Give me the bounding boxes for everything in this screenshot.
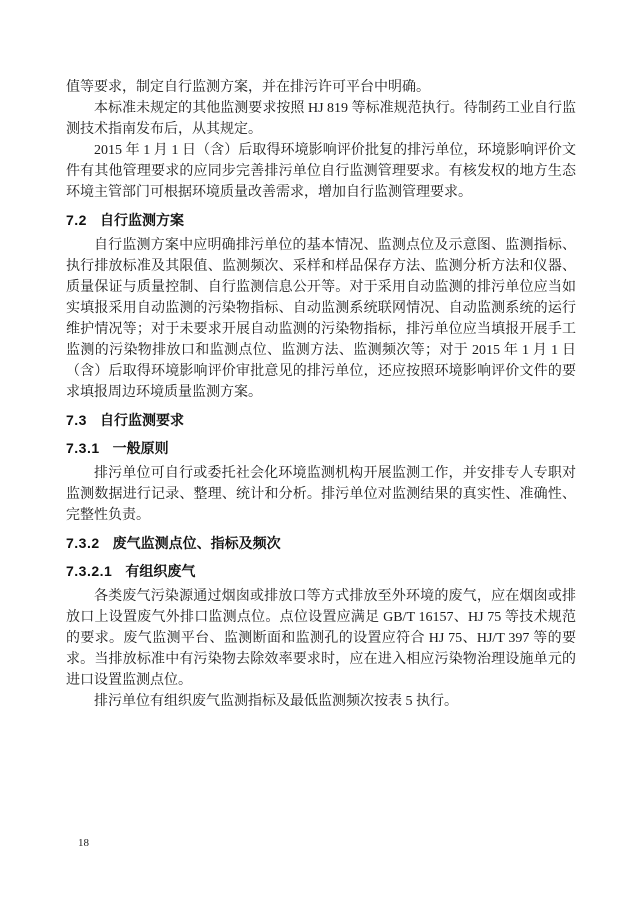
page-content [66, 77, 576, 712]
section-heading-7-3-2-1 [66, 561, 576, 582]
section-heading-7-3-1 [66, 438, 576, 459]
section-number-7-2: 7.2 [66, 212, 87, 228]
section-heading-7-2 [66, 210, 576, 231]
section-heading-7-3-2 [66, 533, 576, 554]
paragraph-7-2-body: 自行监测方案中应明确排污单位的基本情况、监测点位及示意图、监测指标、执行排放标准及其限值、监测频次、采样和样品保存方法、监测分析方法和仪器、质量保证与质量控制、自行监测信息公开等。对于采用自动监测的排污单位应当如实填报采用自动监测的污染物指标、自动监测系统联网情况、自动监测系统的运行维护情况等；对于未要求开展自动监测的污染物指标，排污单位应当填报开展手工监测的污染物排放口和监测点位、监测方法、监测频次等；对于 2015 年 1 月 1 日（含）后取得环境影响评价审批意见的排污单位，还应按照环境影响评价文件的要求填报周边环境质量监测方案。 [66, 238, 576, 400]
paragraph-7-3-2-1-body2: 排污单位有组织废气监测指标及最低监测频次按表 5 执行。 [94, 694, 458, 709]
section-title-7-2: 自行监测方案 [99, 212, 184, 228]
section-title-7-3-2-1: 有组织废气 [125, 563, 196, 579]
paragraph-other-standards: 本标准未规定的其他监测要求按照 HJ 819 等标准规范执行。待制药工业自行监测技术指南发布后，从其规定。 [66, 101, 576, 137]
section-number-7-3-1: 7.3.1 [66, 440, 100, 456]
paragraph-continuation: 值等要求，制定自行监测方案，并在排污许可平台中明确。 [66, 80, 430, 95]
section-heading-7-3 [66, 410, 576, 431]
paragraph-7-3-2-1-body1: 各类废气污染源通过烟囱或排放口等方式排放至外环境的废气，应在烟囱或排放口上设置废气外排口监测点位。点位设置应满足 GB/T 16157、HJ 75 等技术规范的要求。废气监测平台、监测断面和监测孔的设置应符合 HJ 75、HJ/T 397 等的要求。当排放标准中有污染物去除效率要求时，应在进入相应污染物治理设施单元的进口设置监测点位。 [66, 589, 576, 688]
page-number: 18 [78, 837, 89, 849]
paragraph-7-3-1-body: 排污单位可自行或委托社会化环境监测机构开展监测工作，并安排专人专职对监测数据进行记录、整理、统计和分析。排污单位对监测结果的真实性、准确性、完整性负责。 [66, 466, 576, 523]
section-number-7-3: 7.3 [66, 412, 87, 428]
section-title-7-3-2: 废气监测点位、指标及频次 [112, 535, 281, 551]
section-number-7-3-2-1: 7.3.2.1 [66, 563, 113, 579]
section-title-7-3: 自行监测要求 [99, 412, 184, 428]
paragraph-2015-requirement: 2015 年 1 月 1 日（含）后取得环境影响评价批复的排污单位，环境影响评价文件有其他管理要求的应同步完善排污单位自行监测管理要求。有核发权的地方生态环境主管部门可根据环境质量改善需求，增加自行监测管理要求。 [66, 143, 576, 200]
section-number-7-3-2: 7.3.2 [66, 535, 100, 551]
section-title-7-3-1: 一般原则 [112, 440, 169, 456]
